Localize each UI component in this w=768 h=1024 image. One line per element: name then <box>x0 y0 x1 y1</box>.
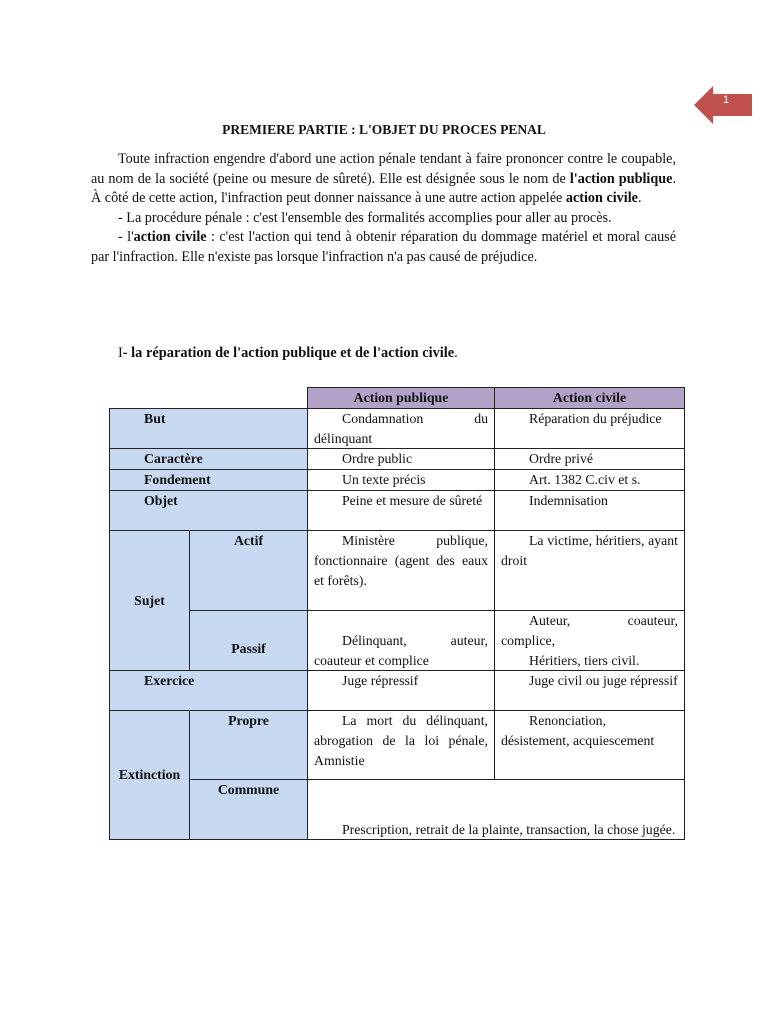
table-row <box>110 671 685 711</box>
cell-but-civile: Réparation du préjudice <box>495 408 685 449</box>
cell-exercice-civile: Juge civil ou juge répressif <box>495 671 685 711</box>
cell-commune: Prescription, retrait de la plainte, transaction, la chose jugée. <box>308 780 685 840</box>
table-row <box>110 449 685 470</box>
cell-passif-public: Délinquant, auteur, coauteur et complice <box>308 610 495 670</box>
table-row <box>110 530 685 610</box>
row-label-actif: Actif <box>190 530 308 610</box>
row-label-but: But <box>110 408 308 449</box>
row-label-objet: Objet <box>110 490 308 530</box>
table-row <box>110 780 685 840</box>
cell-actif-public: Ministère publique, fonctionnaire (agent des eaux et forêts). <box>308 530 495 610</box>
cell-caractere-civile: Ordre privé <box>495 449 685 470</box>
row-label-fondement: Fondement <box>110 470 308 491</box>
cell-actif-civile: La victime, héritiers, ayant droit <box>495 530 685 610</box>
intro-paragraph-1: Toute infraction engendre d'abord une action pénale tendant à faire prononcer contre le coupable, au nom de la société (peine ou mesure de sûreté). Elle est désignée sous le nom de l'action publique. À côté de cette action, l'infraction peut donner naissance à une autre action appelée action civile. <box>91 151 676 207</box>
row-label-sujet: Sujet <box>110 530 190 670</box>
cell-fondement-civile: Art. 1382 C.civ et s. <box>495 470 685 491</box>
table-header-row <box>110 388 685 409</box>
row-label-propre: Propre <box>190 711 308 780</box>
cell-passif-civile-line-1: Auteur, coauteur, complice, <box>501 612 678 648</box>
cell-passif-civile <box>495 610 685 670</box>
table-row <box>110 408 685 449</box>
row-label-extinction: Extinction <box>110 711 190 840</box>
intro-text <box>91 150 676 268</box>
cell-objet-civile: Indemnisation <box>495 490 685 530</box>
cell-propre-public: La mort du délinquant, abrogation de la loi pénale, Amnistie <box>308 711 495 780</box>
section-heading: I- la réparation de l'action publique et de l'action civile. <box>118 345 458 361</box>
row-label-commune: Commune <box>190 780 308 840</box>
row-label-passif: Passif <box>190 610 308 670</box>
table-row <box>110 610 685 670</box>
row-label-exercice: Exercice <box>110 671 308 711</box>
table-row <box>110 711 685 780</box>
page-number: 1 <box>722 94 730 106</box>
col-header-action-publique: Action publique <box>308 388 495 409</box>
cell-but-public: Condamnation du délinquant <box>308 408 495 449</box>
cell-passif-civile-line-2: Héritiers, tiers civil. <box>529 652 640 668</box>
table-row <box>110 470 685 491</box>
row-label-caractere: Caractère <box>110 449 308 470</box>
cell-fondement-public: Un texte précis <box>308 470 495 491</box>
cell-exercice-public: Juge répressif <box>308 671 495 711</box>
col-header-action-civile: Action civile <box>495 388 685 409</box>
intro-paragraph-2: - La procédure pénale : c'est l'ensemble des formalités accomplies pour aller au procès. <box>118 209 612 226</box>
cell-propre-civile: Renonciation, désistement, acquiescement <box>495 711 685 780</box>
cell-caractere-public: Ordre public <box>308 449 495 470</box>
intro-paragraph-3: - l'action civile : c'est l'action qui tend à obtenir réparation du dommage matériel et moral causé par l'infraction. Elle n'existe pas lorsque l'infraction n'a pas causé de préjudice. <box>91 229 676 265</box>
page-title: PREMIERE PARTIE : L'OBJET DU PROCES PENAL <box>222 122 546 137</box>
cell-objet-public: Peine et mesure de sûreté <box>308 490 495 530</box>
comparison-table <box>109 387 685 840</box>
table-row <box>110 490 685 530</box>
